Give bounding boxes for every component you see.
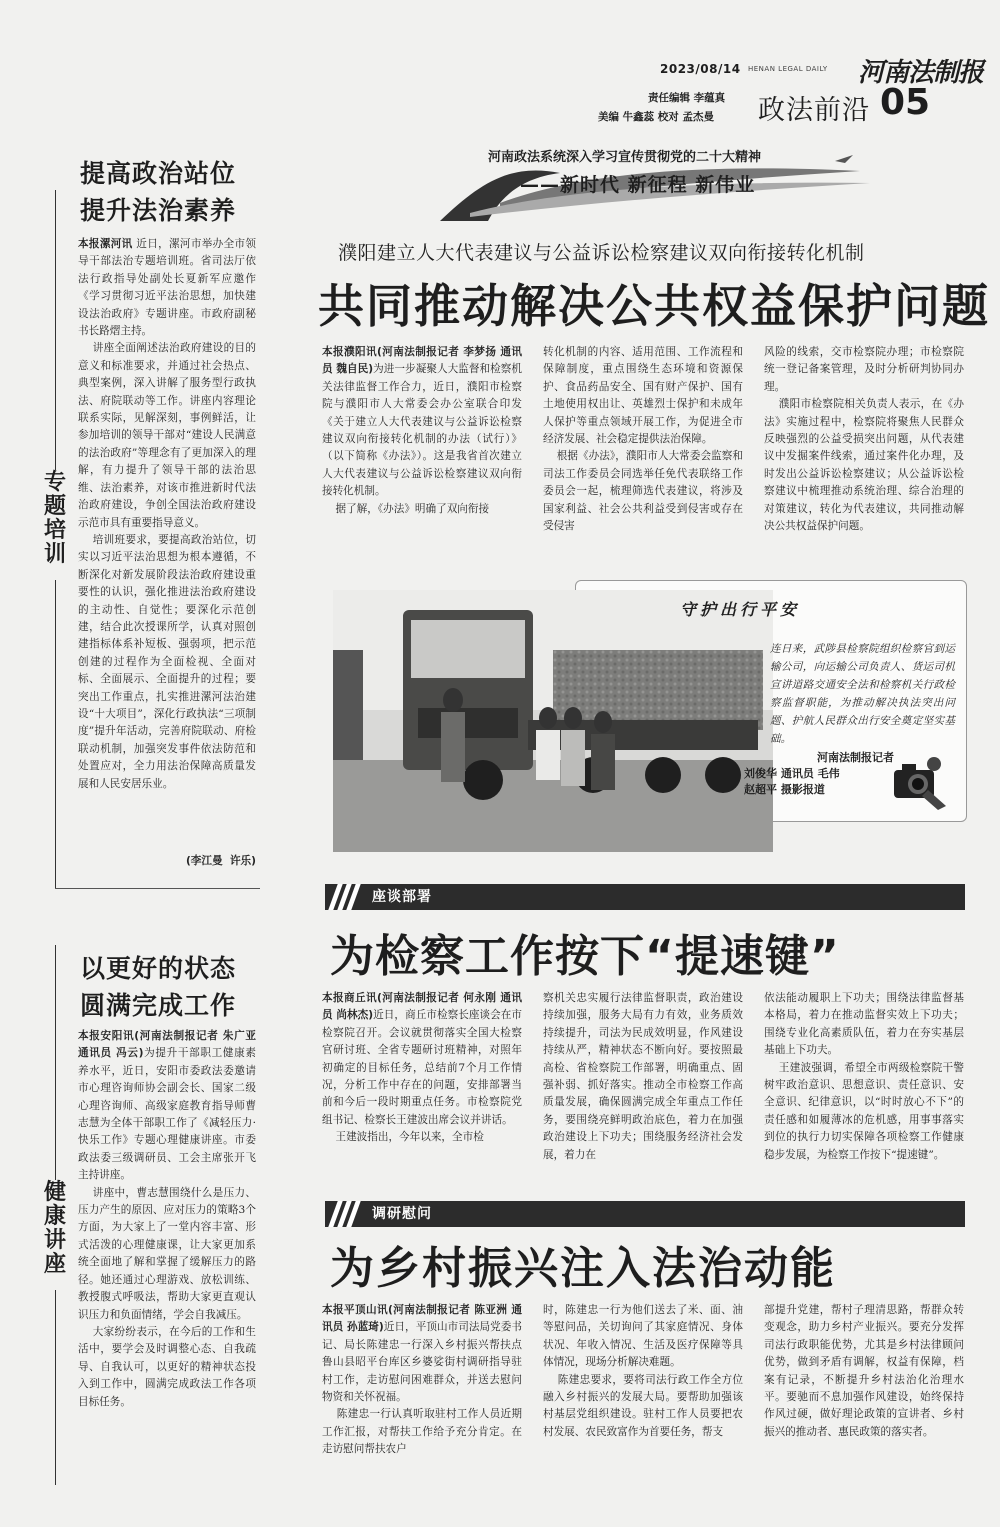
sidebar-top-byline: (李江曼 许乐) bbox=[185, 855, 256, 867]
sidebar-top-article bbox=[78, 236, 256, 870]
main-article-col-1-text: 为进一步凝聚人大监督和检察机关法律监督工作合力，近日，濮阳市检察院与濮阳市人大常委会办公室联合印发《关于建立人大代表建议与公益诉讼检察建议双向衔接转化机制的办法（试行）》（以下简称《办法》）。这是我省首次建立人大代表建议与公益诉讼检察建议双向衔接转化机制。 据了解，《办法》明确了双向衔接 bbox=[322, 363, 523, 515]
article-two-col-3: 依法能动履职上下功夫；围绕法律监督基本格局，着力在推动监督实效上下功夫；围绕专业化高素质队伍，着力在夯实基层基础上下功夫。 王建波强调，希望全市两级检察院干警树牢政治意识、思想意识、责任意识、安全意识、纪律意识，以“时时放心不下”的责任感和如履薄冰的危机感，用事事落实到位的执行力切实保障各项检察工作健康稳步发展，为检察工作按下“提速键”。 bbox=[764, 992, 964, 1161]
article-three-col-3: 部提升党建，帮村子理清思路，帮群众转变观念，助力乡村产业振兴。要充分发挥司法行政职能优势，尤其是乡村法律顾问优势，做到矛盾有调解，权益有保障，档案有记录，不断提升乡村法治化治理水平。要驰而不息加强作风建设，始终保持作风过硬，做好理论政策的宣讲者、乡村振兴的推动者、惠民政策的落实者。 bbox=[764, 1304, 964, 1438]
trucks-photo bbox=[333, 590, 773, 852]
sidebar-top-title-line-1: 提高政治站位 bbox=[80, 159, 237, 188]
camera-icon bbox=[888, 750, 950, 812]
article-two-col-1-text: 近日，商丘市检察长座谈会在市检察院召开。会议就贯彻落实全国大检察官研讨班、全省专题研讨班精神，对照年初确定的目标任务，总结前7个月工作情况，分析工作中存在的问题，安排部署当前和今后一段时期重点任务。市检察院党组书记、检察长王建波出席会议并讲话。 王建波指出，今年以来，全市检 bbox=[322, 1009, 523, 1144]
paper-name-en: HENAN LEGAL DAILY bbox=[748, 65, 828, 73]
article-two-col-2: 察机关忠实履行法律监督职责，政治建设持续加强，服务大局有力有效，业务质效持续提升，司法为民成效明显，作风建设持续从严，精神状态不断向好。要按照最高检、省检察院工作部署，明确重点、固强补弱、抓好落实。推动全市检察工作高质量发展，确保圆满完成全年重点工作任务，要围绕亮鲜明政治底色，着力在加强政治建设上下功夫；围绕服务经济社会发展，着力在 bbox=[543, 992, 743, 1161]
article-two-dateline: 本报商丘讯 bbox=[322, 992, 377, 1004]
main-article-col-3: 风险的线索，交市检察院办理；市检察院统一登记备案管理，及时分析研判协同办理。 濮阳市检察院相关负责人表示，在《办法》实施过程中，检察院将聚焦人民群众反映强烈的公益受损突出问题，从代表建议中发掘案件线索，通过案件化办理，及时发出公益诉讼检察建议；从公益诉讼检察建议中梳理推动系统治理、综合治理的对策建议，转化为代表建议，共同推动解决公共权益保护问题。 bbox=[764, 346, 964, 533]
photo-credit-line-1: 河南法制报记者 bbox=[817, 751, 894, 764]
editor-credit: 责任编辑 李蕴真 bbox=[648, 92, 726, 104]
sidebar-bottom-article bbox=[78, 1028, 260, 1483]
main-article-col-1 bbox=[322, 344, 522, 572]
banner-line-2: ——新时代 新征程 新伟业 bbox=[520, 174, 756, 196]
main-article-dateline: 本报濮阳讯 bbox=[322, 346, 377, 358]
article-three-dateline: 本报平顶山讯 bbox=[322, 1304, 388, 1316]
main-article-title: 共同推动解决公共权益保护问题 bbox=[318, 279, 990, 333]
photo-credit-line-2: 刘俊华 通讯员 毛伟 bbox=[744, 767, 840, 780]
sidebar-top-dateline: 本报漯河讯 bbox=[78, 238, 133, 250]
section-name: 政法前沿 bbox=[758, 95, 870, 126]
banner-line-1: 河南政法系统深入学习宣传贯彻党的二十大精神 bbox=[488, 150, 762, 165]
main-article-kicker: 濮阳建立人大代表建议与公益诉讼检察建议双向衔接转化机制 bbox=[338, 242, 865, 264]
designer-proofreader-credit: 美编 牛鑫蕊 校对 孟杰曼 bbox=[598, 111, 714, 123]
article-two-col-1 bbox=[322, 990, 522, 1176]
photo-feature-body: 连日来，武陟县检察院组织检察官到运输公司，向运输公司负责人、货运司机宣讲道路交通安全法和检察机关行政检察监督职能，为推动解决执法突出问题、护航人民群众出行安全奠定坚实基础。 bbox=[770, 643, 955, 745]
article-three-col-1 bbox=[322, 1302, 522, 1488]
sidebar-bottom-title-line-2: 圆满完成工作 bbox=[80, 991, 237, 1020]
page-number: 05 bbox=[880, 82, 931, 123]
issue-date: 2023/08/14 bbox=[660, 62, 741, 76]
sidebar-top-body: 近日，漯河市举办全市领导干部法治专题培训班。省司法厅依法行政指导处副处长夏新军应邀作《学习贯彻习近平法治思想，加快建设法治政府》专题讲座。市政府副秘书长路熠主持。 讲座全面阐述法治政府建设的目的意义和标准要求，并通过社会热点、典型案例，深入讲解了服务型行政执法、府院联动等工作。讲座内容理论联系实际，见解深刻，事例鲜活，让参加培训的领导干部对“建设人民满意的法治政府”等理念有了更加深入的理解，有力提升了领导干部的法治思维、法治素养，对该市推进新时代法治政府建设，争创全国法治政府建设示范市具有重要指导意义。 培训班要求，要提高政治站位，切实以习近平法治思想为根本遵循，不断深化对新发展阶段法治政府建设重要性的认识，强化推进法治政府建设的主动性、自觉性；要深化示范创建，结合此次授课所学，认真对照创建指标体系补短板、强弱项，把示范创建的过程作为全面检视、全面对标、全面展示、全面提升的过程；要突出工作重点，扎实推进漯河法治建设“十大项目”，深化行政执法“三项制度”提升年活动，完善府院联动、府检联动机制，加强突发事件依法防范和处置应对，全力用法治保障高质量发展和人民安居乐业。 bbox=[78, 238, 257, 790]
sidebar-bottom-dateline-detail: (河南法制报记者 朱广亚 通讯员 冯云) bbox=[78, 1030, 260, 1060]
photo-feature-credit bbox=[744, 750, 894, 798]
paper-logo: 河南法制报 bbox=[858, 58, 984, 88]
sidebar-bottom-dateline: 本报安阳讯 bbox=[78, 1030, 135, 1042]
article-three-dateline-detail: (河南法制报记者 陈亚洲 通讯员 孙蓝琦) bbox=[322, 1304, 523, 1334]
main-article-dateline-detail: (河南法制报记者 李梦扬 通讯员 魏自民) bbox=[322, 346, 523, 376]
sidebar-bottom-body: 为提升干部职工健康素养水平，近日，安阳市委政法委邀请市心理咨询师协会副会长、国家二级心理咨询师、高级家庭教育指导师曹志慧为全体干部职工作了《减轻压力·快乐工作》专题心理健康讲座。市委政法委三级调研员、工会主席张开飞主持讲座。 讲座中，曹志慧围绕什么是压力、压力产生的原因、应对压力的策略3个方面，为大家上了一堂内容丰富、形式活泼的心理健康课，让大家更加系统全面地了解和掌握了缓解压力的路径。她还通过心理游戏、放松训练、教授腹式呼吸法，帮助大家更直观认识压力和负面情绪，学会自我减压。 大家纷纷表示，在今后的工作和生活中，要学会及时调整心态、自我疏导、自我认可，以更好的精神状态投入到工作中，圆满完成政法工作各项目标任务。 bbox=[78, 1047, 257, 1408]
sidebar-top-bottom-rule bbox=[55, 888, 260, 889]
article-three-col-1-text: 近日，平顶山市司法局党委书记、局长陈建忠一行深入乡村振兴帮扶点鲁山县昭平台库区乡婆娑街村调研指导驻村工作，走访慰问困难群众，并送去慰问物资和关怀祝福。 陈建忠一行认真听取驻村工作人员近期工作汇报，对帮扶工作给予充分肯定。在走访慰问帮扶农户 bbox=[322, 1321, 523, 1456]
article-two-dateline-detail: (河南法制报记者 何永刚 通讯员 尚林杰) bbox=[322, 992, 523, 1022]
sidebar-bottom-title-line-1: 以更好的状态 bbox=[80, 954, 237, 983]
article-three-title: 为乡村振兴注入法治动能 bbox=[330, 1243, 836, 1294]
main-article-col-2: 转化机制的内容、适用范围、工作流程和保障制度，重点围绕生态环境和资源保护、食品药品安全、国有财产保护、国有土地使用权出让、英雄烈士保护和未成年人保护等重点领域开展工作，为促进全市经济发展、社会稳定提供法治保障。 根据《办法》，濮阳市人大常委会监察和司法工作委员会同选举任免代表联络工作委员会一起，梳理筛选代表建议，将涉及国家利益、社会公共利益受到侵害或存在受侵害 bbox=[543, 346, 743, 533]
article-three-col-2: 时，陈建忠一行为他们送去了米、面、油等慰问品，关切询问了其家庭情况、身体状况、年收入情况、生活及医疗保障等具体情况，现场分析解决难题。 陈建忠要求，要将司法行政工作全方位融入乡村振兴的发展大局。要帮助加强该村基层党组织建设。驻村工作人员要把农村发展、农民致富作为首要任务，帮支 bbox=[543, 1304, 743, 1438]
sidebar-top-tag: 专题培训 bbox=[42, 470, 68, 580]
photo-feature-title: 守护出行平安 bbox=[680, 600, 801, 619]
article-two-title: 为检察工作按下“提速键” bbox=[330, 931, 840, 982]
section-label-two: 座谈部署 bbox=[372, 889, 432, 905]
sidebar-top-title-line-2: 提升法治素养 bbox=[80, 196, 237, 225]
sidebar-bottom-tag: 健康讲座 bbox=[42, 1180, 68, 1290]
photo-credit-line-3: 赵超平 摄影报道 bbox=[744, 783, 825, 796]
section-label-three: 调研慰问 bbox=[372, 1206, 432, 1222]
